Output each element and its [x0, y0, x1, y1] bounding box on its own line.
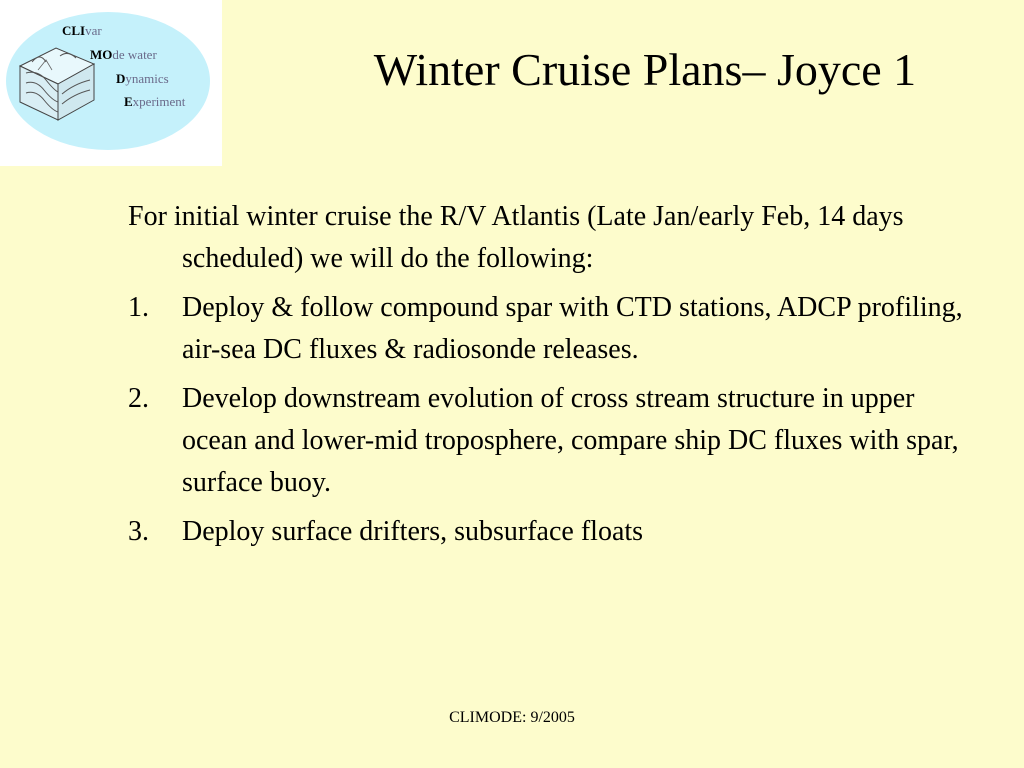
intro-paragraph: For initial winter cruise the R/V Atlantis (Late Jan/early Feb, 14 days scheduled) we will do the following: — [128, 201, 904, 274]
list-item — [128, 511, 978, 553]
plan-list — [128, 287, 978, 553]
logo-word-dynamics: Dynamics — [116, 71, 169, 86]
ocean-cube-icon — [16, 40, 98, 124]
list-item — [128, 287, 978, 371]
logo-word-experiment: Experiment — [124, 94, 186, 109]
list-item-number: 1. — [128, 292, 149, 323]
logo — [0, 0, 222, 166]
list-item-number: 2. — [128, 383, 149, 414]
list-item — [128, 378, 978, 504]
slide-title: Winter Cruise Plans– Joyce 1 — [373, 44, 917, 95]
list-item-text: Deploy & follow compound spar with CTD stations, ADCP profiling, air-sea DC fluxes & radiosonde releases. — [182, 292, 963, 365]
logo-word-mode-water: MOde water — [90, 47, 157, 62]
slide-body — [128, 196, 978, 553]
list-item-text: Deploy surface drifters, subsurface floats — [182, 516, 644, 547]
slide-footer: CLIMODE: 9/2005 — [449, 709, 575, 726]
list-item-text: Develop downstream evolution of cross stream structure in upper ocean and lower-mid troposphere, compare ship DC fluxes with spar, surface buoy. — [182, 383, 959, 498]
logo-word-clivar: CLIvar — [62, 23, 102, 38]
list-item-number: 3. — [128, 516, 149, 547]
